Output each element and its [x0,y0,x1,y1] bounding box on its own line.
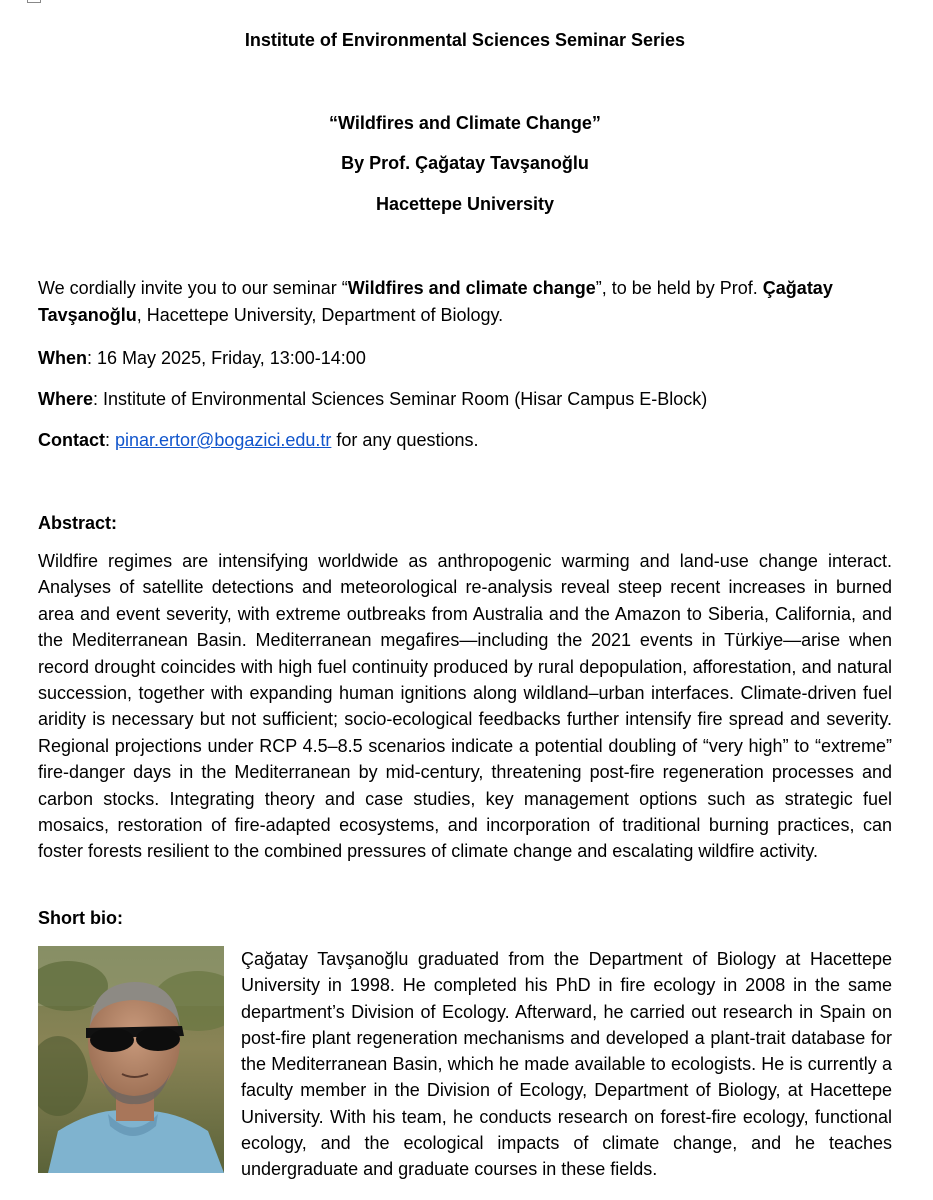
contact-email-link[interactable]: pinar.ertor@bogazici.edu.tr [115,430,332,450]
where-value: : Institute of Environmental Sciences Seminar Room (Hisar Campus E-Block) [93,389,708,409]
bio-body: Çağatay Tavşanoğlu graduated from the Department of Biology at Hacettepe University in 1998. He completed his PhD in fire ecology in 2008 in the same department’s Division of Ecology. Afterward, he carried out research in Spain on post-fire plant regeneration mechanisms and developed a plant-trait database for the Mediterranean Basin, which he made available to ecologists. He is currently a faculty member in the Division of Ecology, Department of Biology, at Hacettepe University. With his team, he conducts research on forest-fire ecology, functional ecology, and the ecological impacts of climate change, and he teaches undergraduate and graduate courses in these fields. [241,949,892,1180]
abstract-body: Wildfire regimes are intensifying worldwide as anthropogenic warming and land-use change interact. Analyses of satellite detections and meteorological re-analysis reveal steep recent increases in burned area and event severity, with extreme outbreaks from Australia and the Amazon to Siberia, California, and the Mediterranean Basin. Mediterranean megafires—including the 2021 events in Türkiye—arise when record drought coincides with high fuel continuity produced by rural depopulation, afforestation, and natural succession, together with expanding human ignitions along wildland–urban interfaces. Climate-driven fuel aridity is necessary but not sufficient; socio-ecological feedbacks further intensify fire spread and severity. Regional projections under RCP 4.5–8.5 scenarios indicate a potential doubling of “very high” to “extreme” fire-danger days in the Mediterranean by mid-century, threatening post-fire regeneration processes and carbon stocks. Integrating theory and case studies, key management options such as strategic fuel mosaics, restoration of fire-adapted ecosystems, and incorporation of traditional burning practices, can foster forests resilient to the combined pressures of climate change and escalating wildfire activity. [38,551,892,862]
when-value: : 16 May 2025, Friday, 13:00-14:00 [87,348,366,368]
contact-line [38,427,892,454]
abstract-heading: Abstract: [38,513,118,533]
speaker-photo [38,946,224,1173]
invite-seminar-name: Wildfires and climate change [347,278,596,298]
invite-text-before: We cordially invite you to our seminar “ [38,278,348,298]
series-title: Institute of Environmental Sciences Seminar Series [244,30,686,50]
speaker-line: By Prof. Çağatay Tavşanoğlu [341,153,589,173]
bio-heading: Short bio: [38,908,123,928]
invite-text-after: , Hacettepe University, Department of Biology. [136,305,504,325]
contact-label: Contact [38,430,105,450]
contact-suffix: for any questions. [331,430,479,450]
invite-speaker-name: Çağatay Tavşanoğlu [38,278,833,325]
invite-text-middle: ”, to be held by Prof. [595,278,763,298]
page-corner-mark [27,0,41,3]
talk-title: “Wildfires and Climate Change” [329,113,601,133]
speaker-affiliation: Hacettepe University [375,194,555,214]
when-line [38,345,892,372]
invitation-paragraph [38,275,892,329]
when-label: When [38,348,87,368]
where-line [38,386,892,413]
where-label: Where [38,389,94,409]
contact-separator: : [105,430,116,450]
